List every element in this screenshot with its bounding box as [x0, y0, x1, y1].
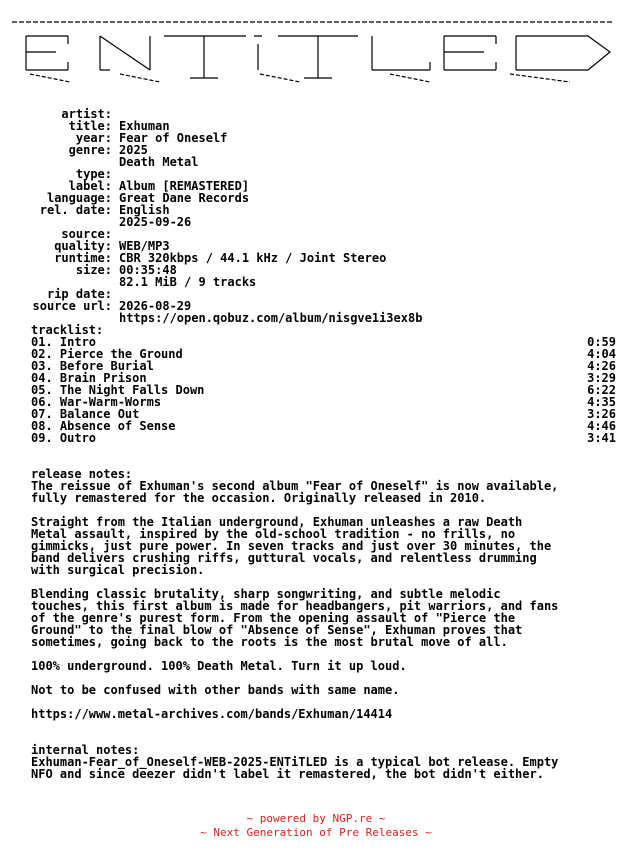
meta-label: source: — [61, 227, 112, 241]
meta-value: Death Metal — [119, 155, 199, 169]
track-title: 07. Balance Out — [31, 407, 140, 421]
track-duration: 0:59 — [587, 335, 616, 349]
release-notes-p5: Not to be confused with other bands with same name. — [31, 683, 400, 697]
release-notes-p1-line: fully remastered for the occasion. Originally released in 2010. — [31, 491, 487, 505]
meta-value: 00:35:48 — [119, 263, 177, 277]
track-row — [0, 432, 632, 444]
meta-value: Great Dane Records — [119, 191, 250, 205]
track-title: 06. War-Warm-Worms — [31, 395, 162, 409]
release-notes-p2-line: gimmicks, just pure power. In seven tracks and just over 30 minutes, the — [31, 539, 552, 553]
track-duration: 4:46 — [587, 419, 616, 433]
meta-label: runtime: — [54, 251, 112, 265]
track-title: 09. Outro — [31, 431, 97, 445]
internal-notes-line: Exhuman-Fear_of_Oneself-WEB-2025-ENTiTLED is a typical bot release. Empty — [31, 755, 559, 769]
track-duration: 4:04 — [587, 347, 616, 361]
release-notes-p2-line: band delivers crushing riffs, guttural vocals, and relentless drumming — [31, 551, 537, 565]
meta-value: CBR 320kbps / 44.1 kHz / Joint Stereo — [119, 251, 387, 265]
track-duration: 6:22 — [587, 383, 616, 397]
entitled-logo — [10, 14, 622, 84]
meta-value: 2026-08-29 — [119, 299, 192, 313]
meta-label: language: — [46, 191, 112, 205]
release-notes-p3-line: of the genre's purest form. From the opening assault of "Pierce the — [31, 611, 516, 625]
release-notes-p3-line: Ground" to the final blow of "Absence of Sense", Exhuman proves that — [31, 623, 523, 637]
meta-value: Album [REMASTERED] — [119, 179, 250, 193]
release-notes-p3-line: sometimes, going back to the roots is the most brutal move of all. — [31, 635, 508, 649]
track-duration: 4:35 — [587, 395, 616, 409]
release-notes-heading: release notes: — [31, 467, 133, 481]
meta-label: rip date: — [46, 287, 112, 301]
meta-value: Exhuman — [119, 119, 170, 133]
meta-label: quality: — [54, 239, 112, 253]
track-duration: 4:26 — [587, 359, 616, 373]
meta-value: 2025 — [119, 143, 148, 157]
track-duration: 3:41 — [587, 431, 616, 445]
track-duration: 3:26 — [587, 407, 616, 421]
source-url-link[interactable]: https://open.qobuz.com/album/nisgve1i3ex8b — [119, 311, 423, 325]
release-notes-p2-line: Metal assault, inspired by the old-school tradition - no frills, no — [31, 527, 516, 541]
release-notes-p3-line: Blending classic brutality, sharp songwriting, and subtle melodic — [31, 587, 501, 601]
release-notes-p3-line: touches, this first album is made for headbangers, pit warriors, and fans — [31, 599, 559, 613]
meta-label: source url: — [32, 299, 112, 313]
release-notes-p4: 100% underground. 100% Death Metal. Turn it up loud. — [31, 659, 407, 673]
meta-label: size: — [75, 263, 112, 277]
meta-label: type: — [75, 167, 112, 181]
meta-label: title: — [68, 119, 112, 133]
internal-notes-heading: internal notes: — [31, 743, 140, 757]
release-notes-p2-line: Straight from the Italian underground, Exhuman unleashes a raw Death — [31, 515, 523, 529]
meta-label: genre: — [68, 143, 112, 157]
internal-notes-line: NFO and since deezer didn't label it remastered, the bot didn't either. — [31, 767, 544, 781]
meta-value: English — [119, 203, 170, 217]
meta-label: label: — [68, 179, 112, 193]
meta-label: artist: — [61, 107, 112, 121]
track-title: 02. Pierce the Ground — [31, 347, 183, 361]
release-notes-p1-line: The reissue of Exhuman's second album "Fear of Oneself" is now available, — [31, 479, 559, 493]
meta-value: 2025-09-26 — [119, 215, 192, 229]
meta-label: rel. date: — [39, 203, 112, 217]
meta-value: 82.1 MiB / 9 tracks — [119, 275, 257, 289]
track-title: 03. Before Burial — [31, 359, 154, 373]
meta-value: WEB/MP3 — [119, 239, 170, 253]
meta-value: Fear of Oneself — [119, 131, 228, 145]
footer-powered-by[interactable]: ~ powered by NGP.re ~ — [246, 812, 386, 825]
meta-label: year: — [75, 131, 112, 145]
track-duration: 3:29 — [587, 371, 616, 385]
track-title: 05. The Night Falls Down — [31, 383, 205, 397]
metal-archives-link[interactable]: https://www.metal-archives.com/bands/Exhuman/14414 — [31, 707, 393, 721]
release-notes-p2-line: with surgical precision. — [31, 563, 205, 577]
track-title: 04. Brain Prison — [31, 371, 147, 385]
svg-text:ENTiTLED: ENTiTLED — [10, 14, 15, 15]
track-title: 01. Intro — [31, 335, 97, 349]
tracklist-heading: tracklist: — [31, 323, 104, 337]
footer-tagline: ~ Next Generation of Pre Releases ~ — [200, 826, 432, 839]
track-title: 08. Absence of Sense — [31, 419, 176, 433]
